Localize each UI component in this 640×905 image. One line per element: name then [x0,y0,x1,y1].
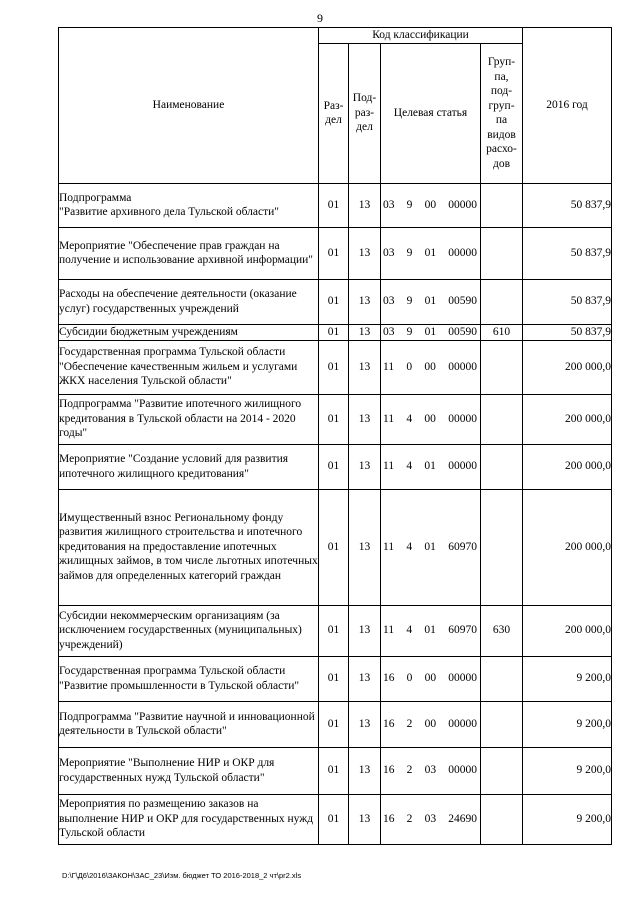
row-amount: 50 837,9 [523,183,612,227]
row-group [481,794,523,844]
target-program: 03 [383,198,395,211]
row-section: 01 [319,489,349,605]
header-section: Раз- дел [319,43,349,183]
header-year: 2016 год [523,28,612,184]
row-section: 01 [319,605,349,656]
row-section: 01 [319,183,349,227]
target-program: 11 [383,460,395,473]
row-section: 01 [319,794,349,844]
row-group [481,279,523,324]
row-target-code [381,324,481,340]
row-section: 01 [319,747,349,794]
row-subsection: 13 [349,656,381,701]
table-row [59,340,612,394]
row-group: 630 [481,605,523,656]
row-target-code [381,227,481,279]
row-name: Государственная программа Тульской области "Обеспечение качественным жильем и услугами ЖКХ населения Тульской области" [59,340,319,394]
target-program: 16 [383,764,395,777]
row-target-code [381,279,481,324]
row-name: Расходы на обеспечение деятельности (оказание услуг) государственных учреждений [59,279,319,324]
target-subprogram: 9 [406,246,413,259]
target-direction: 00000 [448,672,477,685]
row-target-code [381,605,481,656]
target-program: 03 [383,325,395,338]
row-target-code [381,489,481,605]
table-row [59,747,612,794]
row-name: Мероприятия по размещению заказов на выполнение НИР и ОКР для государственных нужд Тульской области [59,794,319,844]
target-direction: 00000 [448,412,477,425]
target-program: 11 [383,412,395,425]
row-subsection: 13 [349,227,381,279]
row-amount: 9 200,0 [523,656,612,701]
header-subsection: Под- раз- дел [349,43,381,183]
row-target-code [381,340,481,394]
target-direction: 00000 [448,198,477,211]
target-direction: 60970 [448,624,477,637]
table-row [59,489,612,605]
target-measure: 01 [424,460,436,473]
target-measure: 00 [424,198,437,211]
row-name: Имущественный взнос Региональному фонду развития жилищного строительства и ипотечного кредитования на предоставление ипотечных жилищных займов, в том числе льготных ипотечных займов для определенных категорий граждан [59,489,319,605]
target-measure: 00 [424,412,436,425]
row-amount: 9 200,0 [523,794,612,844]
row-section: 01 [319,279,349,324]
target-program: 16 [383,812,395,825]
target-subprogram: 4 [406,540,413,553]
target-direction: 00000 [448,764,477,777]
target-measure: 03 [424,812,437,825]
row-target-code [381,444,481,489]
row-group [481,747,523,794]
row-name: Мероприятие "Обеспечение прав граждан на получение и использование архивной информации" [59,227,319,279]
table-row [59,656,612,701]
target-direction: 00000 [448,717,477,730]
row-name: Мероприятие "Создание условий для развития ипотечного жилищного кредитования" [59,444,319,489]
target-direction: 00000 [448,460,477,473]
target-direction: 00590 [448,295,477,308]
table-row [59,183,612,227]
header-group: Груп- па, под- груп- па видов расхо- дов [481,43,523,183]
target-subprogram: 0 [406,672,413,685]
row-name: Подпрограмма "Развитие ипотечного жилищного кредитования в Тульской области на 2014 - 2020 годы" [59,394,319,444]
file-path-footer: D:\Г\Д6\2016\ЗАКОН\ЗАС_23\Изм. бюджет ТО 2016-2018_2 чт\pr2.xls [62,871,302,880]
row-amount: 200 000,0 [523,340,612,394]
row-section: 01 [319,656,349,701]
target-direction: 00000 [448,360,477,373]
row-target-code [381,656,481,701]
row-name: Государственная программа Тульской области "Развитие промышленности в Тульской области" [59,656,319,701]
table-row [59,605,612,656]
row-target-code [381,394,481,444]
target-measure: 00 [424,360,436,373]
row-amount: 200 000,0 [523,444,612,489]
header-classification: Код классификации [319,28,523,44]
row-section: 01 [319,701,349,747]
target-subprogram: 0 [406,360,413,373]
row-section: 01 [319,340,349,394]
page-number: 9 [317,11,323,25]
target-measure: 01 [424,295,437,308]
row-group [481,489,523,605]
target-measure: 03 [424,764,437,777]
target-direction: 00000 [448,246,477,259]
row-subsection: 13 [349,340,381,394]
table-row [59,227,612,279]
header-name: Наименование [59,28,319,184]
row-group [481,340,523,394]
row-amount: 200 000,0 [523,605,612,656]
target-subprogram: 4 [406,412,413,425]
table-row [59,794,612,844]
row-section: 01 [319,227,349,279]
row-amount: 9 200,0 [523,701,612,747]
target-direction: 00590 [448,325,477,338]
row-subsection: 13 [349,324,381,340]
row-subsection: 13 [349,183,381,227]
row-subsection: 13 [349,747,381,794]
row-subsection: 13 [349,444,381,489]
header-target: Целевая статья [381,43,481,183]
row-amount: 200 000,0 [523,394,612,444]
row-amount: 50 837,9 [523,227,612,279]
row-subsection: 13 [349,794,381,844]
target-subprogram: 9 [406,295,413,308]
row-subsection: 13 [349,279,381,324]
target-measure: 01 [424,540,436,553]
row-group: 610 [481,324,523,340]
row-group [481,183,523,227]
target-program: 11 [383,624,395,637]
row-name: Мероприятие "Выполнение НИР и ОКР для государственных нужд Тульской области" [59,747,319,794]
row-name: Подпрограмма "Развитие научной и инновационной деятельности в Тульской области" [59,701,319,747]
row-section: 01 [319,444,349,489]
target-measure: 01 [424,325,437,338]
target-program: 11 [383,360,395,373]
target-subprogram: 9 [406,325,413,338]
target-subprogram: 2 [406,764,413,777]
row-group [481,227,523,279]
row-group [481,701,523,747]
row-group [481,394,523,444]
table-row [59,701,612,747]
table-row [59,394,612,444]
row-amount: 200 000,0 [523,489,612,605]
row-section: 01 [319,324,349,340]
row-section: 01 [319,394,349,444]
table-row [59,324,612,340]
row-name: Субсидии некоммерческим организациям (за исключением государственных (муниципальных) учреждений) [59,605,319,656]
target-program: 16 [383,672,395,685]
target-measure: 00 [424,672,437,685]
row-group [481,656,523,701]
row-target-code [381,701,481,747]
row-subsection: 13 [349,394,381,444]
row-name: Субсидии бюджетным учреждениям [59,324,319,340]
target-direction: 24690 [448,812,477,825]
row-target-code [381,794,481,844]
target-program: 16 [383,717,395,730]
target-subprogram: 4 [406,624,413,637]
row-target-code [381,747,481,794]
row-name: Подпрограмма "Развитие архивного дела Тульской области" [59,183,319,227]
target-measure: 00 [424,717,437,730]
target-program: 03 [383,246,395,259]
target-direction: 60970 [448,540,477,553]
budget-table [58,27,612,845]
target-subprogram: 4 [406,460,413,473]
target-subprogram: 9 [406,198,413,211]
row-amount: 9 200,0 [523,747,612,794]
row-amount: 50 837,9 [523,324,612,340]
target-subprogram: 2 [406,717,413,730]
row-subsection: 13 [349,489,381,605]
row-subsection: 13 [349,701,381,747]
row-subsection: 13 [349,605,381,656]
row-target-code [381,183,481,227]
target-measure: 01 [424,246,437,259]
row-amount: 50 837,9 [523,279,612,324]
target-measure: 01 [424,624,436,637]
table-row [59,444,612,489]
row-group [481,444,523,489]
target-program: 11 [383,540,395,553]
table-row [59,279,612,324]
target-subprogram: 2 [406,812,413,825]
target-program: 03 [383,295,395,308]
